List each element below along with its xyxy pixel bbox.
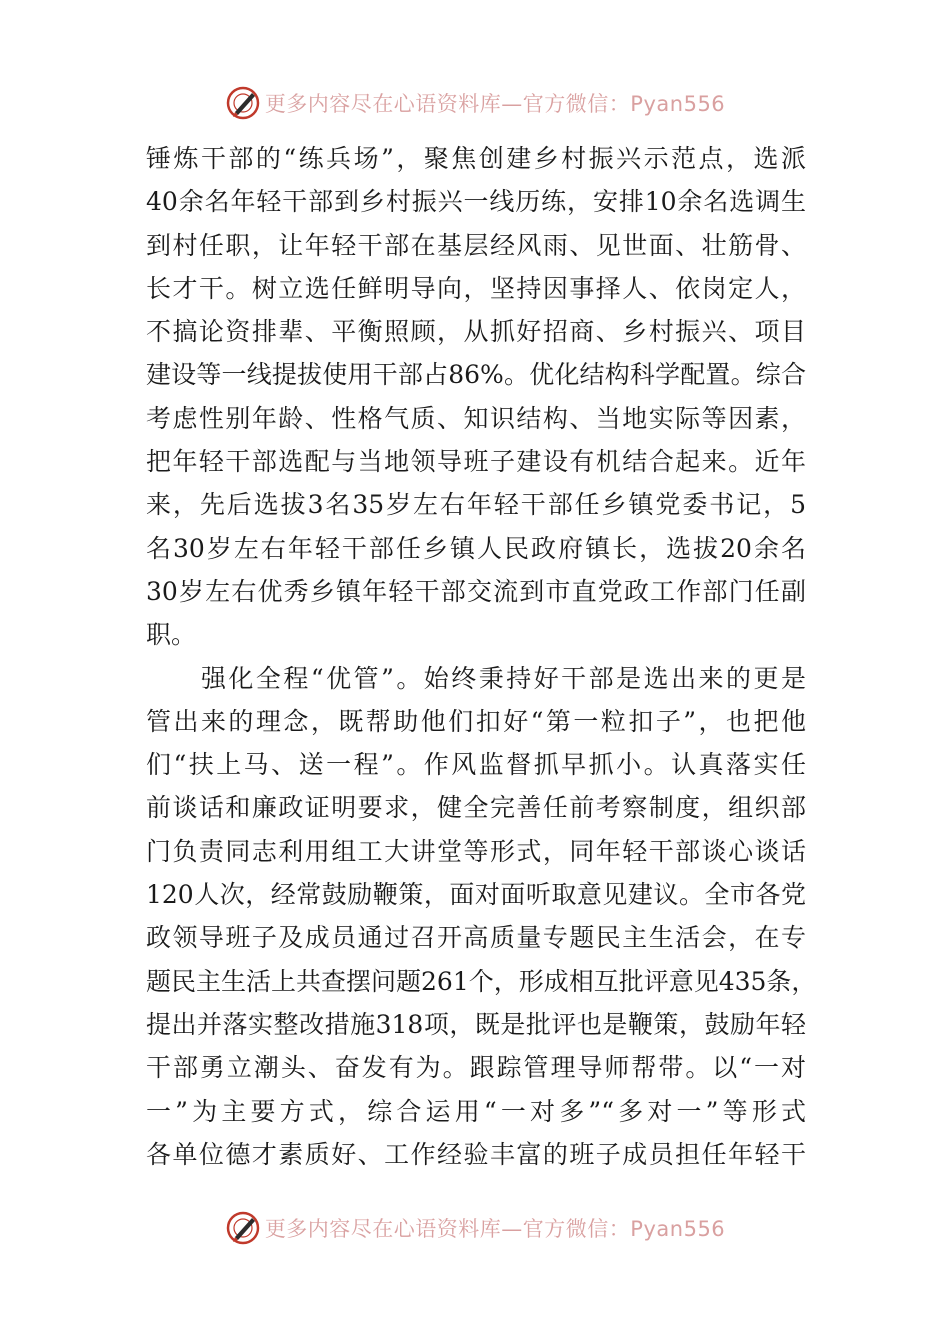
text-line: 考虑性别年龄、性格气质、知识结构、当地实际等因素， bbox=[146, 403, 806, 433]
text-line: 题民主生活上共查摆问题261个，形成相互批评意见435条， bbox=[146, 966, 817, 996]
text-line: 30岁左右优秀乡镇年轻干部交流到市直党政工作部门任副 bbox=[146, 576, 806, 606]
text-line: 管出来的理念，既帮助他们扣好“第一粒扣子”，也把他 bbox=[146, 706, 806, 736]
pen-seal-logo-icon bbox=[225, 1210, 261, 1246]
text-line: 120人次，经常鼓励鞭策，面对面听取意见建议。全市各党 bbox=[146, 880, 806, 910]
text-line: 长才干。树立选任鲜明导向，坚持因事择人、依岗定人， bbox=[146, 273, 806, 303]
text-line: 把年轻干部选配与当地领导班子建设有机结合起来。近年 bbox=[146, 447, 806, 477]
text-line: 40余名年轻干部到乡村振兴一线历练，安排10余名选调生 bbox=[146, 187, 806, 217]
text-line: 各单位德才素质好、工作经验丰富的班子成员担任年轻干 bbox=[146, 1139, 806, 1169]
text-line: 提出并落实整改措施318项，既是批评也是鞭策，鼓励年轻 bbox=[146, 1009, 806, 1039]
text-line: 们“扶上马、送一程”。作风监督抓早抓小。认真落实任 bbox=[146, 750, 806, 780]
text-line: 到村任职，让年轻干部在基层经风雨、见世面、壮筋骨、 bbox=[146, 230, 806, 260]
text-line: 不搞论资排辈、平衡照顾，从抓好招商、乡村振兴、项目 bbox=[146, 317, 806, 347]
paragraph-end-line: 职。 bbox=[146, 620, 197, 650]
header-watermark-text: 更多内容尽在心语资料库—官方微信：Pyan556 bbox=[264, 92, 726, 116]
text-line: 建设等一线提拔使用干部占86%。优化结构科学配置。综合 bbox=[146, 360, 806, 390]
footer-watermark-banner bbox=[0, 1208, 950, 1248]
text-line: 一”为主要方式，综合运用“一对多”“多对一”等形式 bbox=[146, 1096, 806, 1126]
text-line: 锤炼干部的“练兵场”，聚焦创建乡村振兴示范点，选派 bbox=[146, 144, 806, 173]
text-line: 门负责同志利用组工大讲堂等形式，同年轻干部谈心谈话 bbox=[146, 836, 806, 866]
document-body bbox=[146, 137, 817, 1176]
text-line: 政领导班子及成员通过召开高质量专题民主生活会，在专 bbox=[146, 923, 806, 953]
pen-seal-logo-icon bbox=[225, 85, 261, 121]
text-line: 来，先后选拔3名35岁左右年轻干部任乡镇党委书记，5 bbox=[146, 490, 806, 520]
paragraph-start-line: 强化全程“优管”。始终秉持好干部是选出来的更是 bbox=[146, 663, 806, 693]
footer-watermark-text: 更多内容尽在心语资料库—官方微信：Pyan556 bbox=[264, 1217, 726, 1241]
text-line: 名30岁左右年轻干部任乡镇人民政府镇长，选拔20余名 bbox=[146, 533, 806, 563]
text-line: 前谈话和廉政证明要求，健全完善任前考察制度，组织部 bbox=[146, 793, 806, 823]
text-line: 干部勇立潮头、奋发有为。跟踪管理导师帮带。以“一对 bbox=[146, 1053, 806, 1083]
header-watermark-banner bbox=[0, 83, 950, 123]
